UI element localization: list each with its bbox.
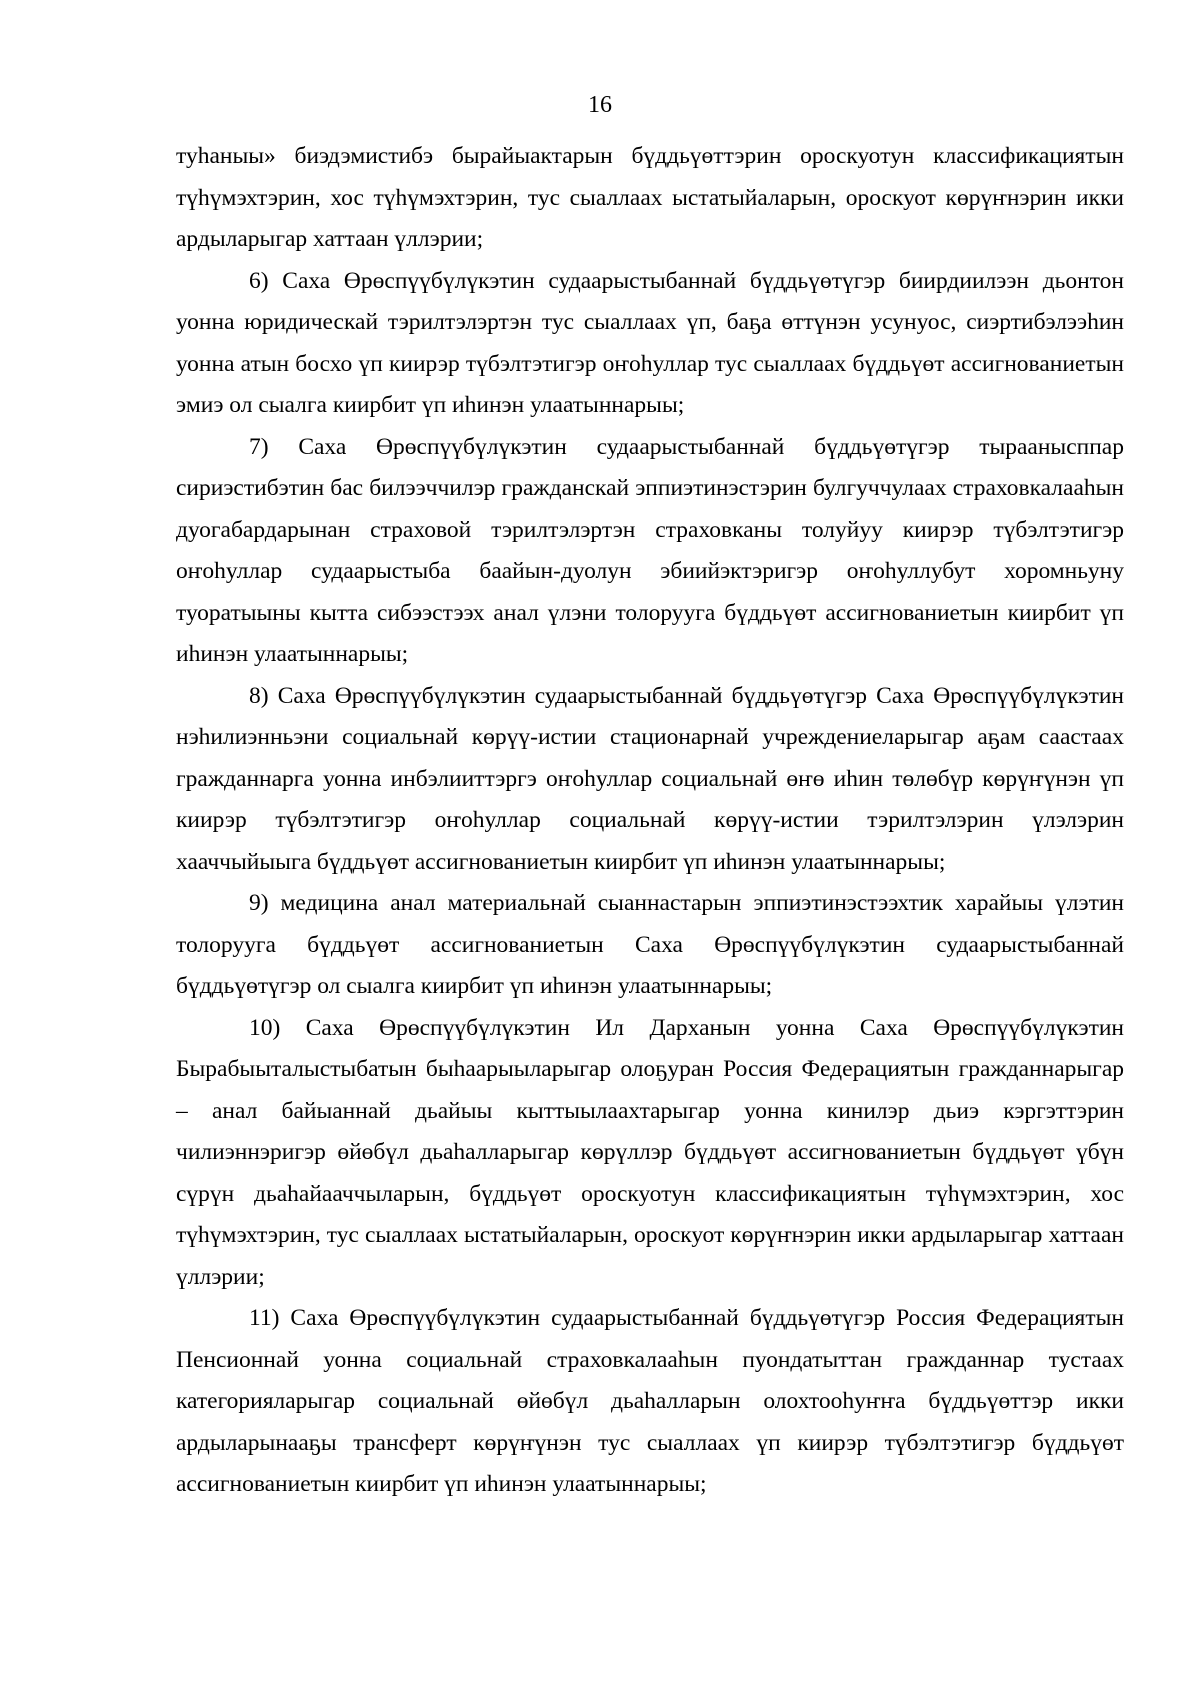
paragraph-item-6: 6) Саха Өрөспүүбүлүкэтин судаарыстыбаннай бүддьүөтүгэр биирдиилээн дьонтон уонна юридическай тэрилтэлэртэн тус сыаллаах үп, баҕа өттүнэн усунуос, сиэртибэлээhин уонна атын босхо үп киирэр түбэлтэтигэр оҥоhуллар тус сыаллаах бүддьүөт ассигнованиетын эмиэ ол сыалга киирбит үп иhинэн улаатыннарыы; xyxy=(176,267,1124,418)
paragraph-item-9: 9) медицина анал материальнай сыаннастарын эппиэтинэстээхтик харайыы үлэтин толорууга бүддьүөт ассигнованиетын Саха Өрөспүүбүлүкэтин судаарыстыбаннай бүддьүөтүгэр ол сыалга киирбит үп иhинэн улаатыннарыы; xyxy=(176,890,1124,999)
document-body xyxy=(176,136,1124,1506)
paragraph-item-7: 7) Саха Өрөспүүбүлүкэтин судаарыстыбаннай бүддьүөтүгэр тыраанысппар сириэстибэтин бас билээччилэр гражданскай эппиэтинэстэрин булгуччулаах страховкалааhын дуогабардарынан страховой тэрилтэлэртэн страховканы толуйуу киирэр түбэлтэтигэр оҥоhуллар судаарыстыба баайын-дуолун эбиийэктэригэр оҥоhуллубут хоромньуну туоратыыны кытта сибээстээх анал үлэни толорууга бүддьүөт ассигнованиетын киирбит үп иhинэн улаатыннарыы; xyxy=(176,433,1124,667)
page-number: 16 xyxy=(588,92,612,118)
paragraph-continuation: туhаныы» биэдэмистибэ бырайыактарын бүддьүөттэрин ороскуотун классификациятын түhүмэхтэрин, хос түhүмэхтэрин, тус сыаллаах ыстатыйаларын, ороскуот көрүҥнэрин икки ардыларыгар хаттаан үллэрии; xyxy=(176,143,1124,252)
paragraph-item-10: 10) Саха Өрөспүүбүлүкэтин Ил Дарханын уонна Саха Өрөспүүбүлүкэтин Бырабыыталыстыбатын быhаарыыларыгар олоҕуран Россия Федерациятын гражданнарыгар – анал байыаннай дьайыы кыттыылаахтарыгар уонна кинилэр дьиэ кэргэттэрин чилиэннэригэр өйөбүл дьаhалларыгар көрүллэр бүддьүөт ассигнованиетын бүддьүөт үбүн сүрүн дьаhайааччыларын, бүддьүөт ороскуотун классификациятын түhүмэхтэрин, хос түhүмэхтэрин, тус сыаллаах ыстатыйаларын, ороскуот көрүҥнэрин икки ардыларыгар хаттаан үллэрии; xyxy=(176,1014,1124,1290)
paragraph-item-8: 8) Саха Өрөспүүбүлүкэтин судаарыстыбаннай бүддьүөтүгэр Саха Өрөспүүбүлүкэтин нэhилиэнньэни социальнай көрүү-истии стационарнай учреждениеларыгар аҕам саастаах гражданнарга уонна инбэлииттэргэ оҥоhуллар социальнай өҥө иhин төлөбүр көрүҥүнэн үп киирэр түбэлтэтигэр оҥоhуллар социальнай көрүү-истии тэрилтэлэрин үлэлэрин хааччыйыыга бүддьүөт ассигнованиетын киирбит үп иhинэн улаатыннарыы; xyxy=(176,682,1124,875)
paragraph-item-11: 11) Саха Өрөспүүбүлүкэтин судаарыстыбаннай бүддьүөтүгэр Россия Федерациятын Пенсионнай уонна социальнай страховкалааhын пуондатыттан гражданнар тустаах категорияларыгар социальнай өйөбүл дьаhалларын олохтооhуҥҥа бүддьүөттэр икки ардыларынааҕы трансферт көрүҥүнэн тус сыаллаах үп киирэр түбэлтэтигэр бүддьүөт ассигнованиетын киирбит үп иhинэн улаатыннарыы; xyxy=(176,1305,1124,1497)
